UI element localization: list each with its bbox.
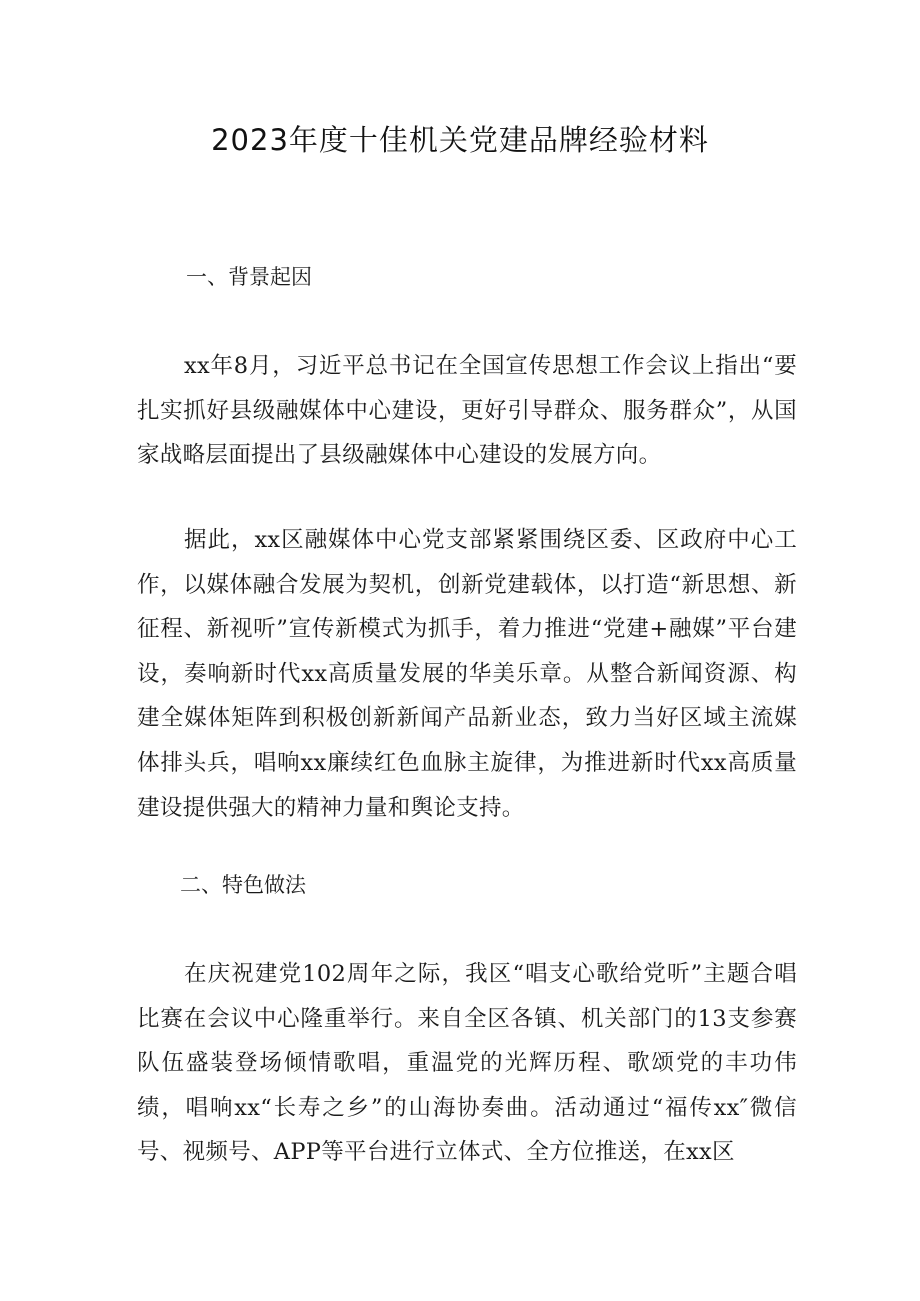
paragraph-practices-1: 在庆祝建党102周年之际，我区“唱支心歌给党听”主题合唱比赛在会议中心隆重举行。来自全区各镇、机关部门的13支参赛队伍盛装登场倾情歌唱，重温党的光辉历程、歌颂党的丰功伟绩，唱响xx“长寿之乡”的山海协奏曲。活动通过“福传xx″微信号、视频号、APP等平台进行立体式、全方位推送，在xx区 — [137, 961, 797, 1166]
section-heading-practices: 二、特色做法 — [180, 873, 306, 897]
paragraph-background-1: xx年8月，习近平总书记在全国宣传思想工作会议上指出“要扎实抓好县级融媒体中心建设，更好引导群众、服务群众”，从国家战略层面提出了县级融媒体中心建设的发展方向。 — [137, 353, 797, 469]
paragraph-background-2: 据此，xx区融媒体中心党支部紧紧围绕区委、区政府中心工作，以媒体融合发展为契机，创新党建载体，以打造“新思想、新征程、新视听”宣传新模式为抓手，着力推进“党建+融媒”平台建设，奏响新时代xx高质量发展的华美乐章。从整合新闻资源、构建全媒体矩阵到积极创新新闻产品新业态，致力当好区域主流媒体排头兵，唱响xx廉续红色血脉主旋律，为推进新时代xx高质量建设提供强大的精神力量和舆论支持。 — [137, 527, 797, 821]
document-title: 2023年度十佳机关党建品牌经验材料 — [211, 123, 709, 157]
section-heading-background: 一、背景起因 — [186, 265, 312, 289]
